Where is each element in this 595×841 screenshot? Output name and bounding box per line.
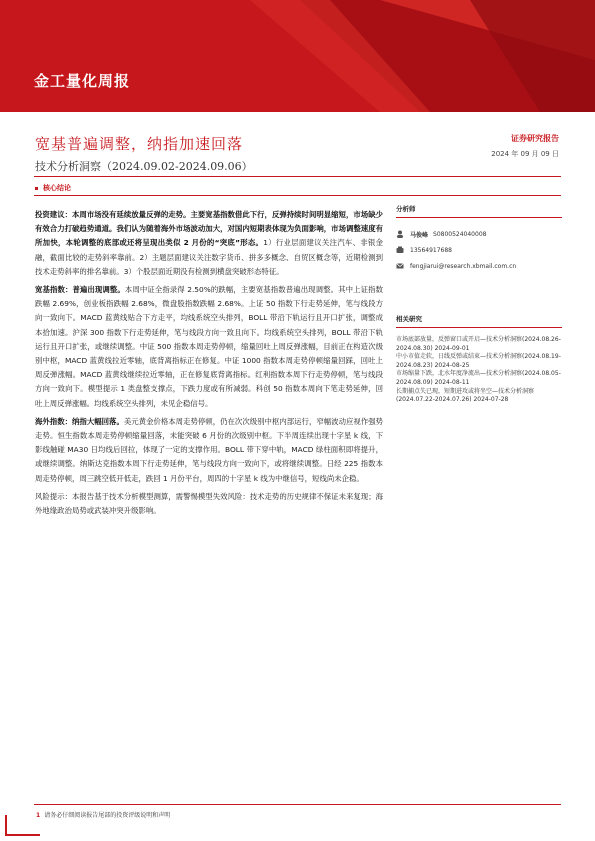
page-number: 1 xyxy=(36,812,41,819)
related-divider xyxy=(396,327,562,328)
key-conclusion-heading: 核心结论 xyxy=(35,183,71,193)
analyst-phone: 13564917688 xyxy=(410,246,452,254)
footer-divider xyxy=(34,804,561,805)
paragraph-overseas-index: 海外指数：纳指大幅回落。美元黄金价格本周走势停顿，仍在次次级别中枢内部运行，窄幅波动应视作强势走势。恒生指数本周走势停顿缩量回落，未能突破 6 月份的次级别中枢。下半周连续出现十字星 k 线，下影线触碰 MA30 日均线后回拉，体现了一定的支撑作用。BOLL 带下穿中轨，MACD 绿柱面积即将提升，或继续调整。纳斯达克指数本周下行走势延伸，笔与线段方向一致向下，或将继续调整。日经 225 指数本周走势停顿，周三跳空低开低走，跌回 1 月份平台，周四的十字星 k 线为中继信号，短线尚未企稳。 xyxy=(35,416,383,483)
related-heading: 相关研究 xyxy=(396,315,422,323)
mail-icon xyxy=(396,262,404,270)
paragraph-investment: 投资建议：本周市场没有延续放量反弹的走势。主要宽基指数借此下行，反弹持续时间明显缩短，市场缺少有效合力打破趋势通道。我们认为随着海外市场波动加大，对国内短期表体现为负面影响，市场调整速度有所加快，本轮调整的底部或还将呈现出类似 2 月份的“突底”形态。1）行业层面建议关注汽车、非银金融，截面比较的走势斜率靠前。2）主题层面建议关注数字货币、拼多多概念、自贸区概念等，近期检测到技术走势斜率的排名靠前。3）个股层面近期没有检测到横盘突破形态特征。 xyxy=(35,210,383,276)
disclaimer-note: 请务必仔细阅读报告尾部的投资评级说明和声明 xyxy=(44,812,171,819)
section-divider xyxy=(34,195,561,196)
report-subtitle: 技术分析洞察（2024.09.02-2024.09.06） xyxy=(35,160,253,173)
related-item[interactable]: 市场缩量下跌，北水年度净流出—技术分析洞察(2024.08.05-2024.08.09) 2024-08-11 xyxy=(396,370,561,386)
analyst-phone-row xyxy=(396,242,562,258)
main-body xyxy=(35,208,383,522)
report-type-tag: 证券研究报告 xyxy=(511,134,559,143)
analyst-name: 马俊峰 xyxy=(410,231,429,239)
page-footer xyxy=(36,810,170,819)
analyst-divider xyxy=(396,217,562,218)
related-item[interactable]: 市场底部放量，反弹窗口或开启—技术分析洞察(2024.08.26-2024.08.30) 2024-09-01 xyxy=(396,336,561,352)
corner-decoration xyxy=(0,815,40,841)
analyst-email[interactable]: fengjiarui@research.xbmail.com.cn xyxy=(410,262,517,270)
report-date: 2024 年 09 月 09 日 xyxy=(491,150,559,158)
analyst-cert: S0800524040008 xyxy=(433,230,487,238)
title-divider xyxy=(34,176,561,177)
analyst-name-row xyxy=(396,226,562,242)
report-header xyxy=(0,0,595,112)
report-title: 宽基普遍调整，纳指加速回落 xyxy=(35,135,244,153)
related-item[interactable]: 长期捕点失已现，短期进攻或将坐空—技术分析洞察(2024.07.22-2024.07.26) 2024-07-28 xyxy=(396,387,535,404)
paragraph-risk: 风险提示：本报告基于技术分析模型测算，需警惕模型失效风险：技术走势的历史规律不保证未来复现；海外地缘政治局势或武装冲突升级影响。 xyxy=(35,491,383,516)
bullet-icon xyxy=(35,187,38,190)
phone-icon xyxy=(396,246,404,254)
analyst-heading: 分析师 xyxy=(396,205,416,213)
header-decoration xyxy=(0,0,595,112)
related-list xyxy=(396,336,562,405)
person-icon xyxy=(396,230,404,238)
related-item[interactable]: 中小市值走软，日线反弹或结束—技术分析洞察(2024.08.19-2024.08.23) 2024-08-25 xyxy=(396,353,561,369)
paragraph-broad-index: 宽基指数：普遍出现调整。本周中证全指录得 2.50%的跌幅，主要宽基指数普遍出现调整。其中上证指数跌幅 2.69%，创业板指跌幅 2.68%，微盘股指数跌幅 2.68%。上证 50 指数下行走势延伸，笔与线段方向一致向下。MACD 蓝黄线贴合下方走平，均线系统空头排列，BOLL 带沿下轨运行且开口扩张，调整成本拾加速。沪深 300 指数下行走势延伸，笔与线段方向一致且向下。均线系统空头排列，BOLL 带沿下轨运行且开口扩张，或继续调整。中证 500 指数本周走势停顿，缩量回吐上周反弹涨幅，目前正在构造次级别中枢，MACD 蓝黄线拉近零轴，底背离指标正在修复。中证 1000 指数本周走势停顿缩量回踩，回吐上周反弹涨幅。MACD 蓝黄线继续拉近零轴，正在修复底背离指标。红利指数本周下行走势停顿，笔与线段方向一致向下。模型提示 1 类盘整支撑点，下跌力度或有所减弱。科创 50 指数本周向下笔走势延伸，回吐上周反弹涨幅。均线系统空头排列，未见企稳信号。 xyxy=(35,285,383,408)
analyst-email-row[interactable] xyxy=(396,258,562,274)
sidebar xyxy=(396,204,562,405)
report-series: 金工量化周报 xyxy=(34,72,131,90)
